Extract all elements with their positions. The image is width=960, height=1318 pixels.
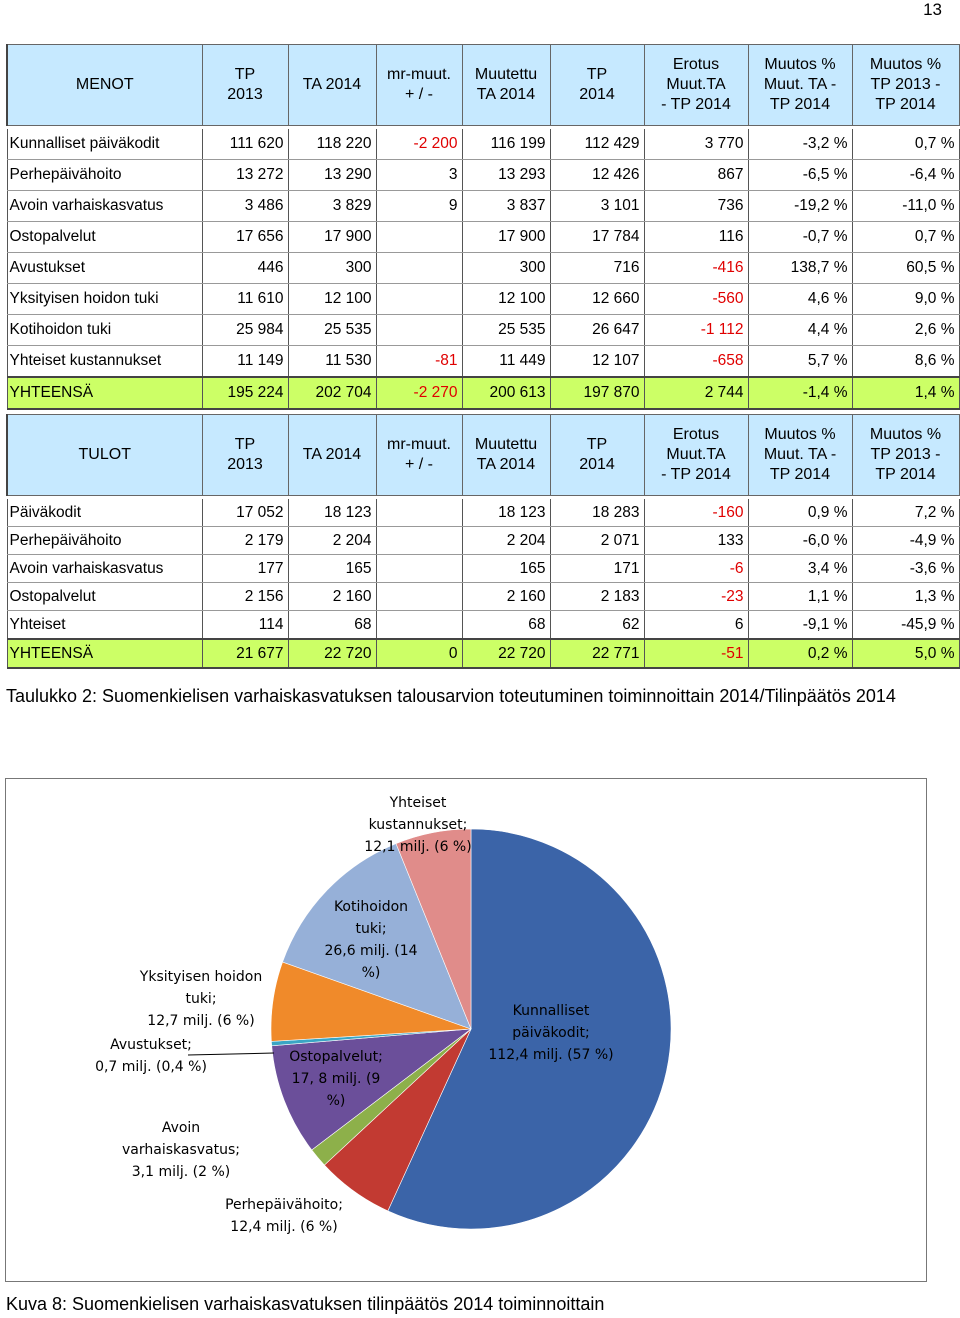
table-cell bbox=[376, 583, 462, 611]
table-cell: 62 bbox=[550, 611, 644, 640]
table-cell: -658 bbox=[644, 346, 748, 378]
table-cell: 2 179 bbox=[202, 527, 288, 555]
table-cell: 111 620 bbox=[202, 129, 288, 160]
table-cell: -2 200 bbox=[376, 129, 462, 160]
table-cell: 18 123 bbox=[462, 499, 550, 527]
row-label: Yhteiset bbox=[7, 611, 202, 640]
menot-header-4: Muutettu TA 2014 bbox=[462, 45, 550, 126]
table-row bbox=[7, 315, 959, 346]
table-cell bbox=[376, 315, 462, 346]
table-row bbox=[7, 611, 959, 640]
row-label: Yksityisen hoidon tuki bbox=[7, 284, 202, 315]
table-row bbox=[7, 499, 959, 527]
table-cell: 0,7 % bbox=[852, 129, 959, 160]
table-cell: 26 647 bbox=[550, 315, 644, 346]
menot-header-5: TP 2014 bbox=[550, 45, 644, 126]
pie-label-perhep-iv-hoito: Perhepäivähoito; 12,4 milj. (6 %) bbox=[225, 1197, 343, 1235]
row-label: Yhteiset kustannukset bbox=[7, 346, 202, 378]
tulot-header-0: TULOT bbox=[7, 415, 202, 496]
table-cell: 112 429 bbox=[550, 129, 644, 160]
menot-header-0: MENOT bbox=[7, 45, 202, 126]
table-cell: 25 535 bbox=[462, 315, 550, 346]
menot-body bbox=[7, 126, 959, 410]
table-cell: 2 071 bbox=[550, 527, 644, 555]
table-cell: 22 771 bbox=[550, 639, 644, 668]
tulot-header-row bbox=[7, 415, 959, 496]
table-cell: 12 426 bbox=[550, 160, 644, 191]
table-cell: 4,6 % bbox=[748, 284, 852, 315]
table-cell: 12 100 bbox=[462, 284, 550, 315]
table-cell: 138,7 % bbox=[748, 253, 852, 284]
table-cell: 9 bbox=[376, 191, 462, 222]
table-cell: 165 bbox=[462, 555, 550, 583]
table-cell: 17 656 bbox=[202, 222, 288, 253]
pie-label-avoin-varhaiskasvatus: Avoin varhaiskasvatus; 3,1 milj. (2 %) bbox=[122, 1120, 240, 1180]
table-cell: 0,7 % bbox=[852, 222, 959, 253]
table-cell: 1,4 % bbox=[852, 377, 959, 409]
table-cell bbox=[376, 499, 462, 527]
table-cell: 11 610 bbox=[202, 284, 288, 315]
table-cell: 18 283 bbox=[550, 499, 644, 527]
table-cell: 171 bbox=[550, 555, 644, 583]
table-cell: -6,4 % bbox=[852, 160, 959, 191]
row-label: Avustukset bbox=[7, 253, 202, 284]
menot-header-8: Muutos % TP 2013 - TP 2014 bbox=[852, 45, 959, 126]
table-cell: 114 bbox=[202, 611, 288, 640]
tulot-header-2: TA 2014 bbox=[288, 415, 376, 496]
table-cell: 116 bbox=[644, 222, 748, 253]
menot-header-row bbox=[7, 45, 959, 126]
row-label: Kunnalliset päiväkodit bbox=[7, 129, 202, 160]
table-cell: 68 bbox=[288, 611, 376, 640]
table-cell: 5,0 % bbox=[852, 639, 959, 668]
table-cell: 17 052 bbox=[202, 499, 288, 527]
table-cell: -3,2 % bbox=[748, 129, 852, 160]
table-cell: -19,2 % bbox=[748, 191, 852, 222]
table-cell: 300 bbox=[288, 253, 376, 284]
row-label: Perhepäivähoito bbox=[7, 160, 202, 191]
table-cell: 17 900 bbox=[462, 222, 550, 253]
table-row bbox=[7, 284, 959, 315]
table-cell: 3 770 bbox=[644, 129, 748, 160]
table-cell: 716 bbox=[550, 253, 644, 284]
table-cell: 2 744 bbox=[644, 377, 748, 409]
pie-label-avustukset: Avustukset; 0,7 milj. (0,4 %) bbox=[95, 1037, 207, 1075]
table-cell: -51 bbox=[644, 639, 748, 668]
tulot-header-7: Muutos % Muut. TA - TP 2014 bbox=[748, 415, 852, 496]
menot-header-6: Erotus Muut.TA - TP 2014 bbox=[644, 45, 748, 126]
table-cell: 165 bbox=[288, 555, 376, 583]
page-number: 13 bbox=[923, 0, 942, 19]
table-cell: 118 220 bbox=[288, 129, 376, 160]
row-label: Päiväkodit bbox=[7, 499, 202, 527]
row-label: Perhepäivähoito bbox=[7, 527, 202, 555]
table-cell: -160 bbox=[644, 499, 748, 527]
table-row bbox=[7, 160, 959, 191]
table-row bbox=[7, 191, 959, 222]
tulot-header-8: Muutos % TP 2013 - TP 2014 bbox=[852, 415, 959, 496]
table-cell: -0,7 % bbox=[748, 222, 852, 253]
table-cell: 133 bbox=[644, 527, 748, 555]
table-cell: 195 224 bbox=[202, 377, 288, 409]
table-cell: 1,3 % bbox=[852, 583, 959, 611]
table-cell: 11 149 bbox=[202, 346, 288, 378]
table-cell: 3 bbox=[376, 160, 462, 191]
pie-label-yksityisen-hoidon-tuki: Yksityisen hoidon tuki; 12,7 milj. (6 %) bbox=[139, 969, 263, 1029]
table-cell: 6 bbox=[644, 611, 748, 640]
table-cell bbox=[376, 253, 462, 284]
table-cell: 3 101 bbox=[550, 191, 644, 222]
table-cell: 197 870 bbox=[550, 377, 644, 409]
table-cell: -416 bbox=[644, 253, 748, 284]
table-cell: 3 829 bbox=[288, 191, 376, 222]
menot-table bbox=[6, 44, 960, 410]
table-cell: 12 107 bbox=[550, 346, 644, 378]
table-cell: 3 837 bbox=[462, 191, 550, 222]
table-row bbox=[7, 583, 959, 611]
table-cell: 11 530 bbox=[288, 346, 376, 378]
pie-label-kotihoidon-tuki: Kotihoidon tuki; 26,6 milj. (14 %) bbox=[324, 899, 418, 981]
table-cell: 21 677 bbox=[202, 639, 288, 668]
table-cell: 116 199 bbox=[462, 129, 550, 160]
table-cell: 12 100 bbox=[288, 284, 376, 315]
table-cell: 11 449 bbox=[462, 346, 550, 378]
table-cell bbox=[376, 555, 462, 583]
table-cell: -2 270 bbox=[376, 377, 462, 409]
table-cell: 3,4 % bbox=[748, 555, 852, 583]
pie-label-kunnalliset-p-iv-kodit: Kunnalliset päiväkodit; 112,4 milj. (57 %) bbox=[488, 1003, 614, 1063]
table-cell: -6,0 % bbox=[748, 527, 852, 555]
row-label: Avoin varhaiskasvatus bbox=[7, 555, 202, 583]
menot-header-3: mr-muut. + / - bbox=[376, 45, 462, 126]
table-caption: Taulukko 2: Suomenkielisen varhaiskasvatuksen talousarvion toteutuminen toiminnoittain 2014/Tilinpäätös 2014 bbox=[6, 686, 896, 706]
table-cell: 2 183 bbox=[550, 583, 644, 611]
tulot-header-6: Erotus Muut.TA - TP 2014 bbox=[644, 415, 748, 496]
table-cell: 18 123 bbox=[288, 499, 376, 527]
table-cell: 1,1 % bbox=[748, 583, 852, 611]
row-label: YHTEENSÄ bbox=[7, 639, 202, 668]
tulot-table bbox=[6, 414, 960, 669]
table-cell: 0,2 % bbox=[748, 639, 852, 668]
tulot-header-4: Muutettu TA 2014 bbox=[462, 415, 550, 496]
table-cell: 17 784 bbox=[550, 222, 644, 253]
table-cell: -11,0 % bbox=[852, 191, 959, 222]
table-cell: -81 bbox=[376, 346, 462, 378]
table-cell: 0 bbox=[376, 639, 462, 668]
menot-total-row bbox=[7, 377, 959, 409]
table-cell: -45,9 % bbox=[852, 611, 959, 640]
table-cell: -9,1 % bbox=[748, 611, 852, 640]
table-cell: -560 bbox=[644, 284, 748, 315]
table-cell: 25 535 bbox=[288, 315, 376, 346]
table-cell: 13 293 bbox=[462, 160, 550, 191]
table-cell: 867 bbox=[644, 160, 748, 191]
tulot-header-5: TP 2014 bbox=[550, 415, 644, 496]
table-cell: 2 156 bbox=[202, 583, 288, 611]
row-label: Avoin varhaiskasvatus bbox=[7, 191, 202, 222]
table-cell: -6,5 % bbox=[748, 160, 852, 191]
menot-header-1: TP 2013 bbox=[202, 45, 288, 126]
menot-header-7: Muutos % Muut. TA - TP 2014 bbox=[748, 45, 852, 126]
table-cell: 2 160 bbox=[288, 583, 376, 611]
table-cell: 736 bbox=[644, 191, 748, 222]
table-cell: 25 984 bbox=[202, 315, 288, 346]
table-cell: 60,5 % bbox=[852, 253, 959, 284]
table-cell: 0,9 % bbox=[748, 499, 852, 527]
row-label: Ostopalvelut bbox=[7, 222, 202, 253]
table-cell: 5,7 % bbox=[748, 346, 852, 378]
table-cell bbox=[376, 284, 462, 315]
tulot-header-1: TP 2013 bbox=[202, 415, 288, 496]
table-cell: 68 bbox=[462, 611, 550, 640]
table-cell: 9,0 % bbox=[852, 284, 959, 315]
figure-caption: Kuva 8: Suomenkielisen varhaiskasvatuksen tilinpäätös 2014 toiminnoittain bbox=[6, 1294, 605, 1314]
pie-chart-container bbox=[5, 778, 927, 1282]
table-cell: 2,6 % bbox=[852, 315, 959, 346]
table-cell bbox=[376, 527, 462, 555]
table-cell: 2 204 bbox=[462, 527, 550, 555]
row-label: Kotihoidon tuki bbox=[7, 315, 202, 346]
table-cell: 202 704 bbox=[288, 377, 376, 409]
table-row bbox=[7, 346, 959, 378]
table-cell: -23 bbox=[644, 583, 748, 611]
leader-line bbox=[188, 1053, 274, 1055]
pie-label-ostopalvelut: Ostopalvelut; 17, 8 milj. (9 %) bbox=[289, 1049, 383, 1109]
table-cell: -4,9 % bbox=[852, 527, 959, 555]
table-cell: 13 290 bbox=[288, 160, 376, 191]
table-cell: 13 272 bbox=[202, 160, 288, 191]
table-cell: 4,4 % bbox=[748, 315, 852, 346]
table-cell: -1 112 bbox=[644, 315, 748, 346]
table-cell: 177 bbox=[202, 555, 288, 583]
pie-label-yhteiset-kustannukset: Yhteiset kustannukset; 12,1 milj. (6 %) bbox=[364, 795, 472, 855]
table-cell: 12 660 bbox=[550, 284, 644, 315]
table-cell: -3,6 % bbox=[852, 555, 959, 583]
table-cell: 200 613 bbox=[462, 377, 550, 409]
menot-header-2: TA 2014 bbox=[288, 45, 376, 126]
table-row bbox=[7, 253, 959, 284]
table-cell: 8,6 % bbox=[852, 346, 959, 378]
table-row bbox=[7, 129, 959, 160]
table-cell: 22 720 bbox=[462, 639, 550, 668]
table-row bbox=[7, 555, 959, 583]
tulot-body bbox=[7, 496, 959, 669]
table-cell bbox=[376, 222, 462, 253]
table-cell: 22 720 bbox=[288, 639, 376, 668]
tulot-header-3: mr-muut. + / - bbox=[376, 415, 462, 496]
table-cell: 7,2 % bbox=[852, 499, 959, 527]
table-cell: 2 204 bbox=[288, 527, 376, 555]
tulot-total-row bbox=[7, 639, 959, 668]
table-cell: 17 900 bbox=[288, 222, 376, 253]
table-cell: 446 bbox=[202, 253, 288, 284]
pie-chart bbox=[6, 779, 926, 1281]
table-cell: -1,4 % bbox=[748, 377, 852, 409]
table-row bbox=[7, 527, 959, 555]
row-label: Ostopalvelut bbox=[7, 583, 202, 611]
table-cell: 2 160 bbox=[462, 583, 550, 611]
table-cell: 3 486 bbox=[202, 191, 288, 222]
table-cell: 300 bbox=[462, 253, 550, 284]
row-label: YHTEENSÄ bbox=[7, 377, 202, 409]
table-row bbox=[7, 222, 959, 253]
table-cell bbox=[376, 611, 462, 640]
table-cell: -6 bbox=[644, 555, 748, 583]
